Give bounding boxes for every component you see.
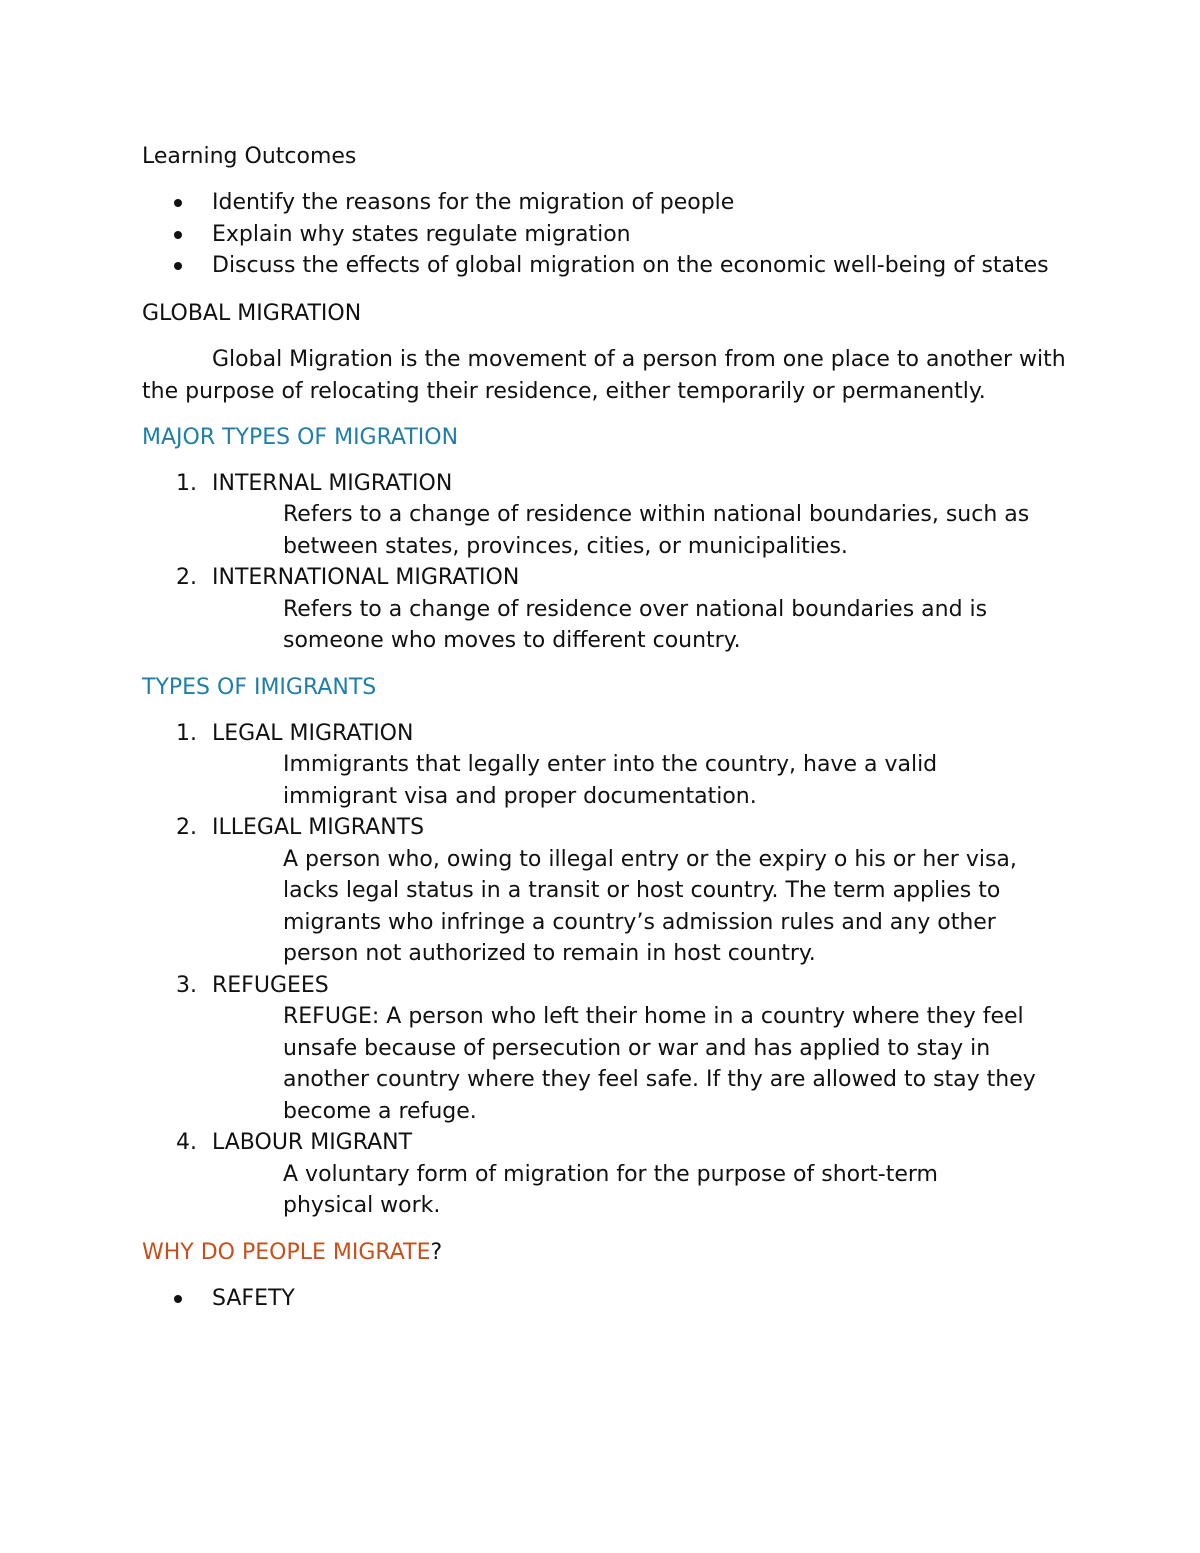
types-of-immigrants-list bbox=[142, 718, 1082, 1222]
item-title: ILLEGAL MIGRANTS bbox=[212, 815, 425, 840]
learning-outcomes-list bbox=[142, 187, 1082, 282]
list-number: 1. bbox=[176, 470, 197, 496]
item-description: A voluntary form of migration for the purpose of short-term physical work. bbox=[283, 1161, 938, 1218]
item-description: A person who, owing to illegal entry or the expiry o his or her visa, lacks legal status in a transit or host country. The term applies to migrants who infringe a country’s admission rules and any other person not authorized to remain in host country. bbox=[283, 846, 1017, 966]
item-title: INTERNAL MIGRATION bbox=[212, 470, 453, 496]
learning-outcomes-heading: Learning Outcomes bbox=[142, 144, 357, 169]
item-title: LABOUR MIGRANT bbox=[212, 1130, 413, 1155]
item-description: REFUGE: A person who left their home in a country where they feel unsafe because of persecution or war and has applied to stay in another country where they feel safe. If thy are allowed to stay they become a refuge. bbox=[283, 1004, 1036, 1124]
list-item bbox=[142, 812, 1082, 970]
list-item bbox=[142, 1127, 1082, 1222]
why-migrate-title-suffix: ? bbox=[430, 1239, 443, 1265]
item-title: INTERNATIONAL MIGRATION bbox=[212, 565, 520, 590]
list-item bbox=[142, 562, 1082, 657]
item-title: LEGAL MIGRATION bbox=[212, 720, 414, 746]
why-migrate-heading bbox=[142, 1237, 1082, 1269]
list-item bbox=[142, 468, 1082, 563]
list-number: 1. bbox=[176, 720, 197, 746]
types-of-immigrants-heading: TYPES OF IMIGRANTS bbox=[142, 674, 377, 700]
list-number: 2. bbox=[176, 815, 197, 840]
major-types-list bbox=[142, 468, 1082, 657]
item-description: Immigrants that legally enter into the country, have a valid immigrant visa and proper documentation. bbox=[283, 752, 938, 809]
list-item: Discuss the effects of global migration on the economic well-being of states bbox=[142, 250, 1082, 282]
list-item: Identify the reasons for the migration of people bbox=[142, 187, 1082, 219]
list-item bbox=[142, 718, 1082, 813]
document-page bbox=[142, 141, 1082, 1314]
item-description: Refers to a change of residence within national boundaries, such as between states, provinces, cities, or municipalities. bbox=[283, 502, 1030, 559]
why-migrate-title: WHY DO PEOPLE MIGRATE bbox=[142, 1239, 431, 1265]
major-types-heading: MAJOR TYPES OF MIGRATION bbox=[142, 424, 459, 450]
item-description: Refers to a change of residence over national boundaries and is someone who moves to different country. bbox=[283, 596, 988, 653]
item-title: REFUGEES bbox=[212, 972, 329, 998]
list-number: 3. bbox=[176, 972, 197, 998]
why-migrate-list bbox=[142, 1283, 1082, 1315]
list-item: Explain why states regulate migration bbox=[142, 219, 1082, 251]
global-migration-paragraph: Global Migration is the movement of a person from one place to another with the purpose of relocating their residence, either temporarily or permanently. bbox=[142, 346, 1066, 404]
list-item: SAFETY bbox=[142, 1283, 1082, 1315]
list-number: 2. bbox=[176, 565, 197, 590]
list-number: 4. bbox=[176, 1130, 197, 1155]
list-item bbox=[142, 970, 1082, 1128]
global-migration-heading: GLOBAL MIGRATION bbox=[142, 300, 362, 326]
